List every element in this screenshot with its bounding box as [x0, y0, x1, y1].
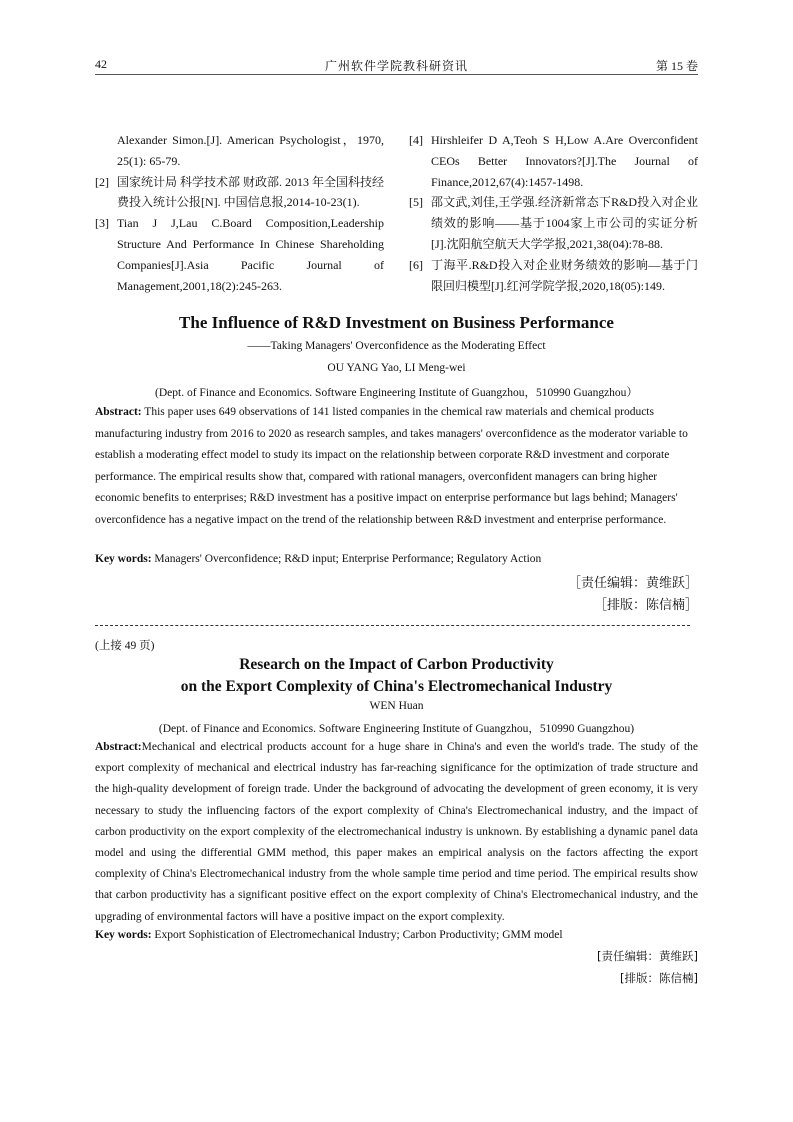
- reference-text: Alexander Simon.[J]. American Psychologist，1970, 25(1): 65-79.: [117, 133, 384, 168]
- volume-label: 第 15 卷: [655, 59, 698, 73]
- reference-text: Tian J J,Lau C.Board Composition,Leadership Structure And Performance In Chinese Shareholding Companies[J].Asia Pacific Journal of Management,2001,18(2):245-263.: [117, 216, 384, 293]
- reference-number: [6]: [409, 257, 423, 272]
- article1-authors: OU YANG Yao, LI Meng-wei: [327, 362, 466, 374]
- article2-typesetter: [排版：陈信楠]: [620, 971, 698, 985]
- keywords-text: Export Sophistication of Electromechanical Industry; Carbon Productivity; GMM model: [151, 929, 563, 941]
- abstract-text: Mechanical and electrical products account for a huge share in China's and even the world's trade. The study of the export complexity of mechanical and electrical industry has far-reaching significance for the optimization of trade structure and the high-quality development of foreign trade. Under the background of advocating the development of green economy, it is very necessary to study the influencing factors of the export complexity of China's Electromechanical industry, and the impact of carbon productivity on the export complexity of the electromechanical industry is unknown. By establishing a dynamic panel data model and using the differential GMM method, this paper makes an empirical analysis on the factors affecting the export complexity of China's Electromechanical industry from the whole sample time period and time period. The empirical results show that carbon productivity has a significant positive effect on the export complexity of China's Electromechanical industry, and the upgrading of environmental factors will have a positive impact on the export complexity.: [95, 741, 698, 923]
- reference-number: [3]: [95, 216, 109, 231]
- article1-subtitle: ——Taking Managers' Overconfidence as the Moderating Effect: [247, 340, 546, 352]
- article2-title-line1: Research on the Impact of Carbon Productivity: [239, 656, 554, 673]
- reference-number: [95, 130, 117, 172]
- reference-text: Hirshleifer D A,Teoh S H,Low A.Are Overconfident CEOs Better Innovators?[J].The Journal of Finance,2012,67(4):1457-1498.: [431, 133, 698, 189]
- journal-name: 广州软件学院教科研资讯: [324, 59, 468, 73]
- reference-number: [4]: [409, 133, 423, 147]
- continued-note: (上接 49 页): [95, 640, 155, 652]
- reference-text: 丁海平.R&D投入对企业财务绩效的影响—基于门限回归模型[J].红河学院学报,2020,18(05):149.: [431, 257, 698, 293]
- reference-number: [5]: [409, 195, 423, 210]
- article2-title-line2: on the Export Complexity of China's Electromechanical Industry: [180, 678, 613, 695]
- abstract-label: Abstract:: [95, 741, 142, 753]
- page-header: [95, 54, 698, 75]
- keywords-label: Key words:: [95, 553, 152, 565]
- reference-column-right: [409, 130, 698, 296]
- article1-keywords: [95, 553, 698, 565]
- article2-affiliation: (Dept. of Finance and Economics. Software Engineering Institute of Guangzhou，510990 Guangzhou): [158, 723, 635, 735]
- abstract-label: Abstract:: [95, 406, 142, 418]
- abstract-text: This paper uses 649 observations of 141 listed companies in the chemical raw materials and chemical products manufacturing industry from 2016 to 2020 as research samples, and takes managers' overconfidence as the moderator variable to establish a moderating effect model to study its impact on the relationship between corporate R&D investment and corporate performance. The empirical results show that, compared with rational managers, overconfident managers can bring higher economic benefits to enterprises; R&D investment has a positive impact on enterprise performance but lags behind; Managers' overconfidence has a negative impact on the trend of the relationship between R&D investment and enterprise performance.: [95, 406, 688, 526]
- article2-abstract: [95, 737, 698, 928]
- reference-text: 国家统计局 科学技术部 财政部. 2013 年全国科技经费投入统计公报[N]. 中国信息报,2014-10-23(1).: [117, 174, 385, 210]
- article2-editor: [责任编辑：黄维跃]: [597, 949, 698, 963]
- keywords-label: Key words:: [95, 929, 152, 941]
- article1-affiliation: (Dept. of Finance and Economics. Software Engineering Institute of Guangzhou，510990 Guangzhou）: [155, 387, 638, 399]
- reference-item: [95, 130, 384, 172]
- reference-item: [95, 213, 384, 296]
- article1-title: The Influence of R&D Investment on Business Performance: [179, 313, 614, 332]
- section-divider: [95, 625, 690, 626]
- reference-item: [409, 130, 698, 192]
- article1-abstract: [95, 402, 698, 532]
- reference-number: [2]: [95, 174, 109, 189]
- reference-column-left: [95, 130, 384, 296]
- article1-typesetter: ［排版：陈信楠］: [593, 598, 698, 613]
- reference-item: [409, 255, 698, 297]
- article1-editor: ［责任编辑：黄维跃］: [567, 576, 698, 591]
- article2-keywords: [95, 929, 698, 941]
- reference-item: [409, 192, 698, 254]
- reference-text: 邵文武,刘佳,王学强.经济新常态下R&D投入对企业绩效的影响——基于1004家上市公司的实证分析[J].沈阳航空航天大学学报,2021,38(04):78-88.: [431, 195, 698, 251]
- reference-item: [95, 172, 384, 214]
- article2-author: WEN Huan: [369, 700, 424, 712]
- page-number: 42: [95, 57, 107, 71]
- keywords-text: Managers' Overconfidence; R&D input; Enterprise Performance; Regulatory Action: [151, 553, 542, 565]
